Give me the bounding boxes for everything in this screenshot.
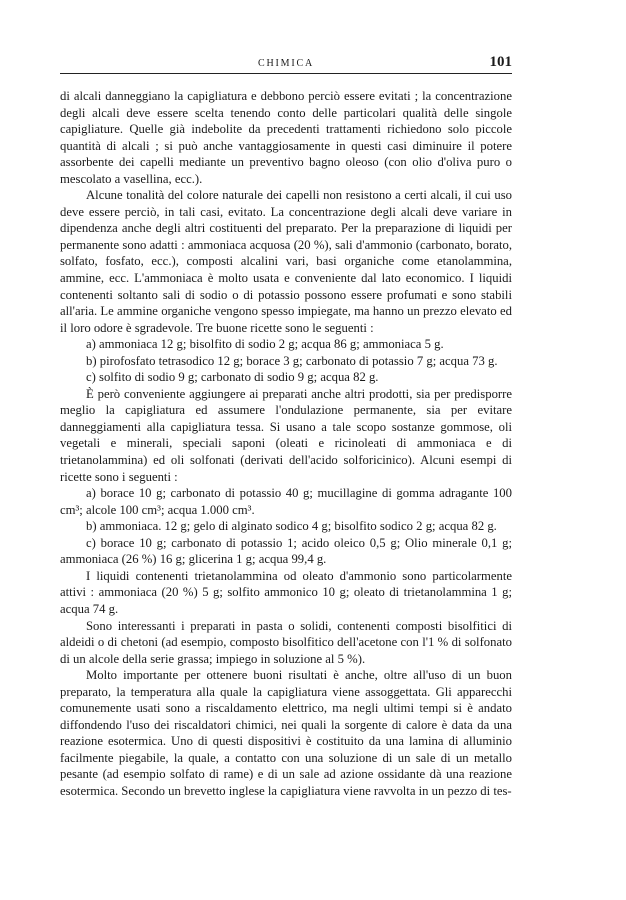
recipe-c-second-set: c) borace 10 g; carbonato di potassio 1; acido oleico 0,5 g; Olio minerale 0,1 g; ammoniaca (26 %) 16 g; glicerina 1 g; acqua 99,4 g. [60,535,512,567]
recipe-b-second-set: b) ammoniaca. 12 g; gelo di alginato sodico 4 g; bisolfito sodico 2 g; acqua 82 g. [86,519,497,534]
recipe-a-second-set: a) borace 10 g; carbonato di potassio 40 g; mucillagine di gomma adragante 100 cm³; alcole 100 cm³; acqua 1.000 cm³. [60,486,512,517]
recipe-c-first-set: c) solfito di sodio 9 g; carbonato di sodio 9 g; acqua 82 g. [86,370,379,385]
body-text [60,88,512,800]
recipe-b-first-set: b) pirofosfato tetrasodico 12 g; borace 3 g; carbonato di potassio 7 g; acqua 73 g. [86,353,498,368]
recipe-a-first-set: a) ammoniaca 12 g; bisolfito di sodio 2 g; acqua 86 g; ammoniaca 5 g. [86,337,444,352]
paragraph-alkali-tonality: Alcune tonalità del colore naturale dei capelli non resistono a certi alcali, il cui uso deve essere perciò, in tali casi, evitato. La concentrazione degli alcali deve variare in dipendenza anche degli altri costituenti del preparato. Per la preparazione di liquidi per permanente sono adatti : ammoniaca acquosa (20 %), sali d'ammonio (carbonato, borato, solfato, fosfato, ecc.), composti alcalini vari, basi organiche come etanolammina, ammine, ecc. L'ammoniaca è molto usata e conveniente dal lato economico. I liquidi contenenti soltanto sali di sodio o di potassio possono essere profumati e sono stabili all'aria. Le ammine organiche vengono spesso impiegate, ma hanno un prezzo elevato ed il loro odore è sgradevole. Tre buone ricette sono le seguenti : [60,188,512,335]
paragraph-additional-products: È però conveniente aggiungere ai preparati anche altri prodotti, sia per predisporre meglio la capigliatura ed assumere l'ondulazione permanente, sia per evitare danneggiamenti alla capigliatura tessa. Si usano a tale scopo sostanze gommose, oli vegetali e minerali, speciali saponi (oleati e ricinoleati di ammoniaca e di trietanolammina) ed oli solfonati (derivati dell'acido solforicinico). Alcuni esempi di ricette sono i seguenti : [60,386,512,484]
paragraph-paste-preparations: Sono interessanti i preparati in pasta o solidi, contenenti composti bisolfitici di aldeidi o di chetoni (ad esempio, composto bisolfitico dell'acetone con l'1 % di solfonato di un alcole della serie grassa; impiego in soluzione al 5 %). [60,618,512,666]
header-rule [60,73,512,74]
paragraph-triethanolamine: I liquidi contenenti trietanolammina od oleato d'ammonio sono particolarmente attivi : ammoniaca (20 %) 5 g; solfito ammonico 10 g; oleato di trietanolammina 1 g; acqua 74 g. [60,568,512,616]
running-header [60,50,512,74]
running-title: CHIMICA [258,58,314,69]
paragraph-temperature: Molto importante per ottenere buoni risultati è anche, oltre all'uso di un buon preparato, la temperatura alla quale la capigliatura viene assoggettata. Gli apparecchi comunemente usati sono a riscaldamento elettrico, ma negli ultimi tempi si è andato diffondendo l'uso dei riscaldatori chimici, nei quali la sorgente di calore è data da una reazione esotermica. Uno di questi dispositivi è costituito da una lamina di alluminio facilmente piegabile, la quale, a contatto con una soluzione di un sale di un metallo pesante (ad esempio solfato di rame) e di un sale ad azione ossidante dà una reazione esotermica. Secondo un brevetto inglese la capigliatura viene ravvolta in un pezzo di tes- [60,668,512,798]
paragraph-continuation: di alcali danneggiano la capigliatura e debbono perciò essere evitati ; la concentrazione degli alcali deve essere scelta tenendo conto delle particolari qualità delle singole capigliature. Quelle già indebolite da precedenti trattamenti richiedono solo piccole quantità di alcali ; si può anche vantaggiosamente in questi casi diminuire il potere assorbente dei capelli mediante un preventivo bagno oleoso (con olio d'oliva puro o mescolato a vasellina, ecc.). [60,89,512,186]
page-number: 101 [489,54,512,70]
